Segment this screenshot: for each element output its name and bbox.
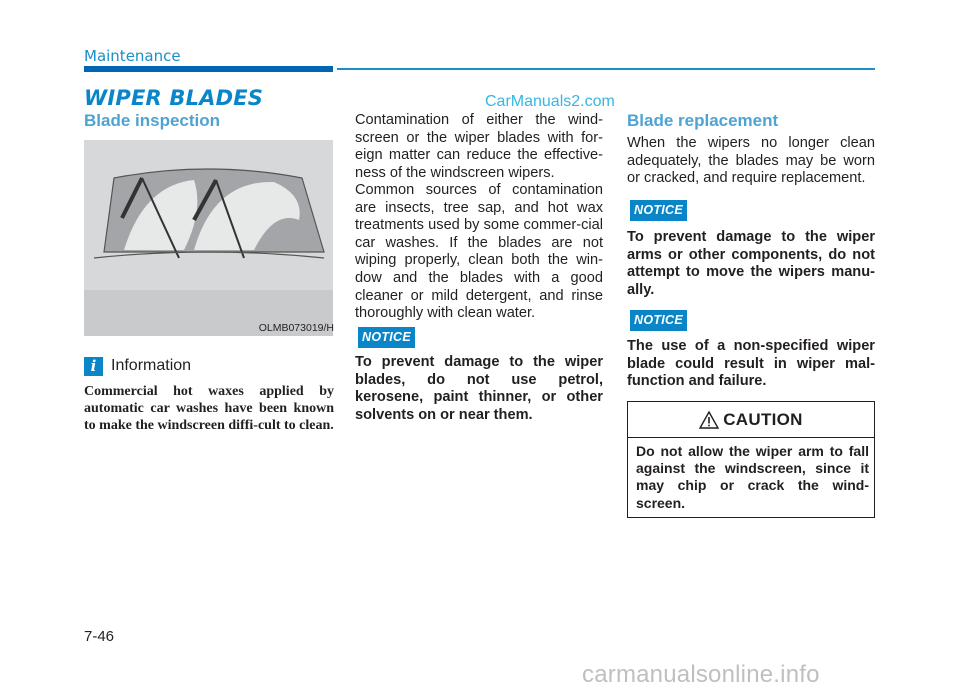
caution-text: Do not allow the wiper arm to fall against the windscreen, since it may chip or crack the wind-screen. <box>636 443 869 511</box>
figure-code: OLMB073019/H <box>258 322 334 334</box>
notice-badge: NOTICE <box>630 200 687 221</box>
section-label: Maintenance <box>84 47 181 65</box>
watermark-bottom: carmanualsonline.info <box>582 661 820 688</box>
notice-badge: NOTICE <box>358 327 415 348</box>
watermark-top: CarManuals2.com <box>485 93 615 110</box>
sources-paragraph: Common sources of contamination are insects, tree sap, and hot wax treatments used by some commer-cial car washes. If the blades are not wiping properly, clean both the win-dow and the blades with a good cleaner or mild detergent, and rinse thoroughly with clean water. <box>355 182 603 322</box>
page-title: WIPER BLADES <box>84 86 264 110</box>
warning-triangle-icon <box>699 411 719 429</box>
blade-inspection-heading: Blade inspection <box>84 111 221 130</box>
caution-header <box>628 402 874 438</box>
replacement-paragraph: When the wipers no longer clean adequately, the blades may be worn or cracked, and require replacement. <box>627 135 875 187</box>
notice-text: The use of a non-specified wiper blade could result in wiper mal-function and failure. <box>627 338 875 390</box>
caution-label: CAUTION <box>723 409 803 429</box>
notice-text: To prevent damage to the wiper blades, do not use petrol, kerosene, paint thinner, or other solvents on or near them. <box>355 354 603 423</box>
blade-replacement-heading: Blade replacement <box>627 111 779 130</box>
contamination-paragraph: Contamination of either the wind-screen or the wiper blades with for-eign matter can reduce the effective-ness of the windscreen wipers. <box>355 112 603 181</box>
caution-box <box>627 401 875 518</box>
notice-badge: NOTICE <box>630 310 687 331</box>
header-rule-light <box>337 68 875 70</box>
notice-text: To prevent damage to the wiper arms or other components, do not attempt to move the wipers manu-ally. <box>627 229 875 298</box>
windscreen-illustration <box>84 140 333 336</box>
information-heading: Information <box>111 357 192 374</box>
header-rule-dark <box>84 66 333 72</box>
information-text: Commercial hot waxes applied by automatic car washes have been known to make the windscreen diffi-cult to clean. <box>84 384 334 434</box>
windscreen-figure <box>84 140 333 336</box>
page-number: 7-46 <box>84 628 115 645</box>
information-icon: i <box>84 357 103 376</box>
